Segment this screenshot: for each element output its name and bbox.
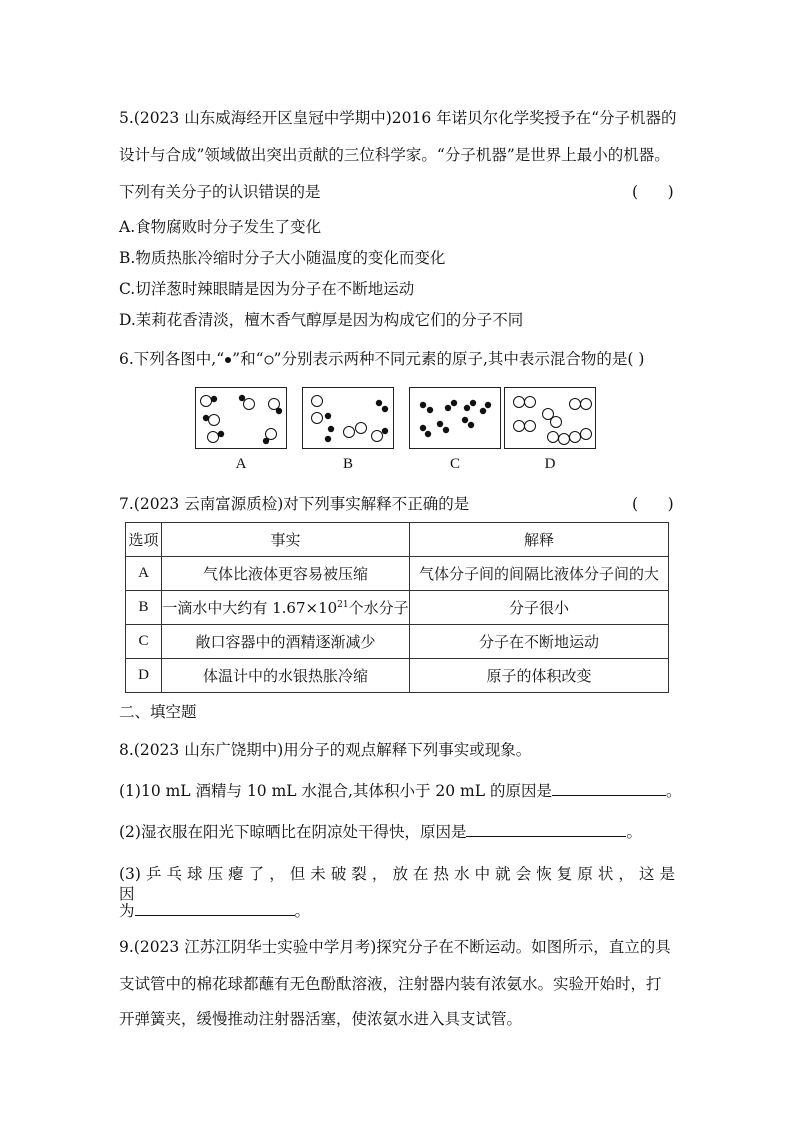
- q9-stem-line-2: 支试管中的棉花球都蘸有无色酚酞溶液，注射器内装有浓氨水。实验开始时，打: [119, 975, 662, 993]
- row-option: B: [126, 591, 162, 625]
- table-header-row: [126, 523, 669, 557]
- row-option: D: [126, 659, 162, 693]
- figure-b-box: [302, 387, 394, 449]
- figure-a-label: A: [235, 456, 247, 472]
- figure-c-box: [409, 387, 501, 449]
- section-title: 二、填空题: [119, 703, 197, 721]
- row-explanation: 分子很小: [410, 591, 669, 625]
- black-atom-icon: [224, 353, 232, 365]
- answer-blank-1[interactable]: [552, 781, 666, 796]
- figure-c-label: C: [449, 456, 460, 472]
- figure-d-label: D: [544, 456, 556, 472]
- q8-part-1: (1)10 mL 酒精与 10 mL 水混合,其体积小于 20 mL 的原因是 。: [119, 782, 682, 800]
- figure-a-box: [195, 387, 287, 449]
- figure-a-molecules: [196, 388, 288, 450]
- figure-b-label: B: [342, 456, 353, 472]
- answer-blank-2[interactable]: [466, 822, 626, 837]
- q8-part-3-line-2: 为 。: [119, 902, 311, 920]
- table-row: [126, 625, 669, 659]
- q8-part-2: (2)湿衣服在阳光下晾晒比在阴凉处干得快，原因是 。: [119, 823, 642, 841]
- row-explanation: 原子的体积改变: [410, 659, 669, 693]
- white-atom-icon: [264, 353, 274, 365]
- row-fact: 敞口容器中的酒精逐渐减少: [162, 625, 410, 659]
- table-row: [126, 557, 669, 591]
- header-option: 选项: [126, 523, 162, 557]
- q5-option-d: D.茉莉花香清淡，檀木香气醇厚是因为构成它们的分子不同: [119, 311, 524, 329]
- table-row: [126, 591, 669, 625]
- q5-stem-line-1: 5.(2023 山东威海经开区皇冠中学期中)2016 年诺贝尔化学奖授予在“分子机器的: [119, 109, 677, 127]
- row-option: A: [126, 557, 162, 591]
- q7-answer-bracket: ( ): [632, 495, 674, 513]
- q5-option-a: A.食物腐败时分子发生了变化: [119, 218, 322, 236]
- q5-stem-line-2: 设计与合成”领域做出突出贡献的三位科学家。“分子机器”是世界上最小的机器。: [119, 146, 670, 164]
- q5-answer-bracket: ( ): [632, 183, 674, 201]
- q8-stem: 8.(2023 山东广饶期中)用分子的观点解释下列事实或现象。: [119, 741, 532, 759]
- row-explanation: 气体分子间的间隔比液体分子间的大: [410, 557, 669, 591]
- figure-b-molecules: [303, 388, 395, 450]
- q5-stem-line-3: 下列有关分子的认识错误的是: [119, 183, 321, 201]
- row-fact: 一滴水中大约有 $1.67\times 10^{21}$个水分子: [162, 591, 410, 625]
- q5-option-c: C.切洋葱时辣眼睛是因为分子在不断地运动: [119, 280, 415, 298]
- table-row: [126, 659, 669, 693]
- row-fact: 气体比液体更容易被压缩: [162, 557, 410, 591]
- q8-part-3-line-1: (3) 乒 乓 球 压 瘪 了 ， 但 未 破 裂 ， 放 在 热 水 中 就 会 恢 复 原 状 ， 这 是 因: [119, 865, 675, 903]
- answer-blank-3[interactable]: [135, 901, 295, 916]
- row-fact: 体温计中的水银热胀冷缩: [162, 659, 410, 693]
- figure-d-molecules: [505, 388, 597, 450]
- q7-stem: 7.(2023 云南富源质检)对下列事实解释不正确的是: [119, 495, 470, 513]
- row-explanation: 分子在不断地运动: [410, 625, 669, 659]
- q5-option-b: B.物质热胀冷缩时分子大小随温度的变化而变化: [119, 249, 446, 267]
- facts-table: [125, 522, 669, 693]
- q9-stem-line-1: 9.(2023 江苏江阴华士实验中学月考)探究分子在不断运动。如图所示，直立的具: [119, 938, 671, 956]
- figure-d-box: [504, 387, 596, 449]
- figure-c-molecules: [410, 388, 502, 450]
- q6-stem: 6.下列各图中,“ ”和“ ”分别表示两种不同元素的原子,其中表示混合物的是( ): [119, 350, 645, 368]
- header-fact: 事实: [162, 523, 410, 557]
- row-option: C: [126, 625, 162, 659]
- header-explanation: 解释: [410, 523, 669, 557]
- q9-stem-line-3: 开弹簧夹，缓慢推动注射器活塞，使浓氨水进入具支试管。: [119, 1010, 523, 1028]
